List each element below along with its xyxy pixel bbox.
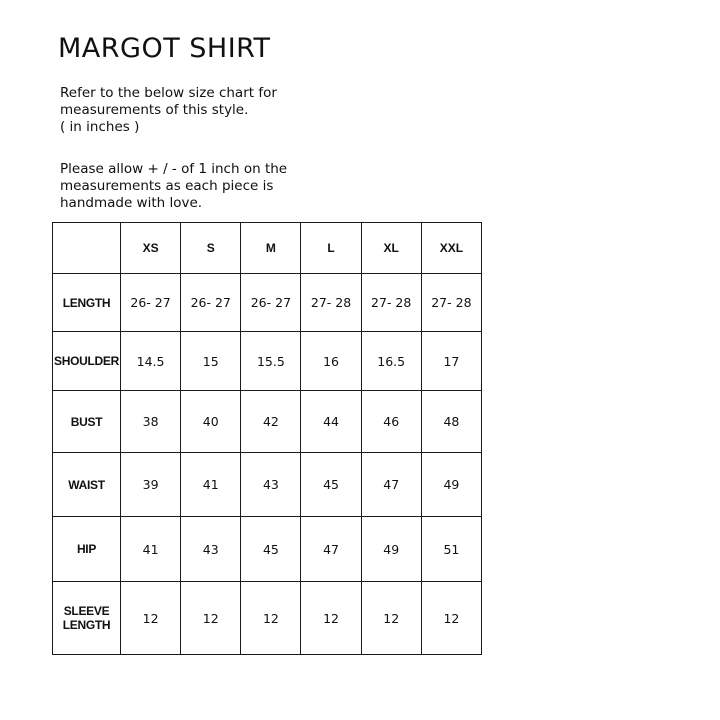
size-header-row xyxy=(53,223,482,274)
table-cell: 45 xyxy=(241,517,301,582)
size-header: XL xyxy=(361,223,421,274)
table-cell: 12 xyxy=(361,582,421,655)
tolerance-note: Please allow + / - of 1 inch on the measurements as each piece is handmade with love. xyxy=(60,161,288,211)
table-cell: 39 xyxy=(121,453,181,517)
table-cell: 16 xyxy=(301,332,361,391)
corner-cell xyxy=(53,223,121,274)
table-row xyxy=(53,391,482,453)
table-cell: 42 xyxy=(241,391,301,453)
table-cell: 26- 27 xyxy=(121,274,181,332)
size-header: L xyxy=(301,223,361,274)
row-label: SHOULDER xyxy=(53,332,121,391)
table-cell: 12 xyxy=(301,582,361,655)
table-cell: 38 xyxy=(121,391,181,453)
table-row xyxy=(53,274,482,332)
table-cell: 26- 27 xyxy=(241,274,301,332)
table-cell: 15.5 xyxy=(241,332,301,391)
size-header: M xyxy=(241,223,301,274)
table-row xyxy=(53,582,482,655)
row-label: WAIST xyxy=(53,453,121,517)
intro-text: Refer to the below size chart for measurements of this style. ( in inches ) xyxy=(60,85,277,135)
table-cell: 27- 28 xyxy=(301,274,361,332)
table-cell: 12 xyxy=(181,582,241,655)
table-cell: 49 xyxy=(361,517,421,582)
table-cell: 48 xyxy=(421,391,481,453)
table-cell: 44 xyxy=(301,391,361,453)
table-row xyxy=(53,332,482,391)
row-label: BUST xyxy=(53,391,121,453)
table-cell: 41 xyxy=(121,517,181,582)
table-cell: 46 xyxy=(361,391,421,453)
table-cell: 26- 27 xyxy=(181,274,241,332)
table-cell: 49 xyxy=(421,453,481,517)
table-cell: 12 xyxy=(421,582,481,655)
table-cell: 16.5 xyxy=(361,332,421,391)
size-header: XXL xyxy=(421,223,481,274)
table-cell: 14.5 xyxy=(121,332,181,391)
row-label: HIP xyxy=(53,517,121,582)
page-title: MARGOT SHIRT xyxy=(58,33,271,64)
table-cell: 17 xyxy=(421,332,481,391)
size-header: S xyxy=(181,223,241,274)
table-cell: 15 xyxy=(181,332,241,391)
table-row xyxy=(53,517,482,582)
table-cell: 12 xyxy=(121,582,181,655)
table-cell: 27- 28 xyxy=(421,274,481,332)
table-cell: 12 xyxy=(241,582,301,655)
table-cell: 43 xyxy=(241,453,301,517)
table-cell: 41 xyxy=(181,453,241,517)
row-label: SLEEVE LENGTH xyxy=(53,582,121,655)
row-label: LENGTH xyxy=(53,274,121,332)
size-chart-table xyxy=(52,222,482,655)
table-cell: 45 xyxy=(301,453,361,517)
table-cell: 47 xyxy=(301,517,361,582)
table-cell: 27- 28 xyxy=(361,274,421,332)
table-cell: 40 xyxy=(181,391,241,453)
size-header: XS xyxy=(121,223,181,274)
table-cell: 47 xyxy=(361,453,421,517)
table-row xyxy=(53,453,482,517)
table-cell: 51 xyxy=(421,517,481,582)
table-cell: 43 xyxy=(181,517,241,582)
